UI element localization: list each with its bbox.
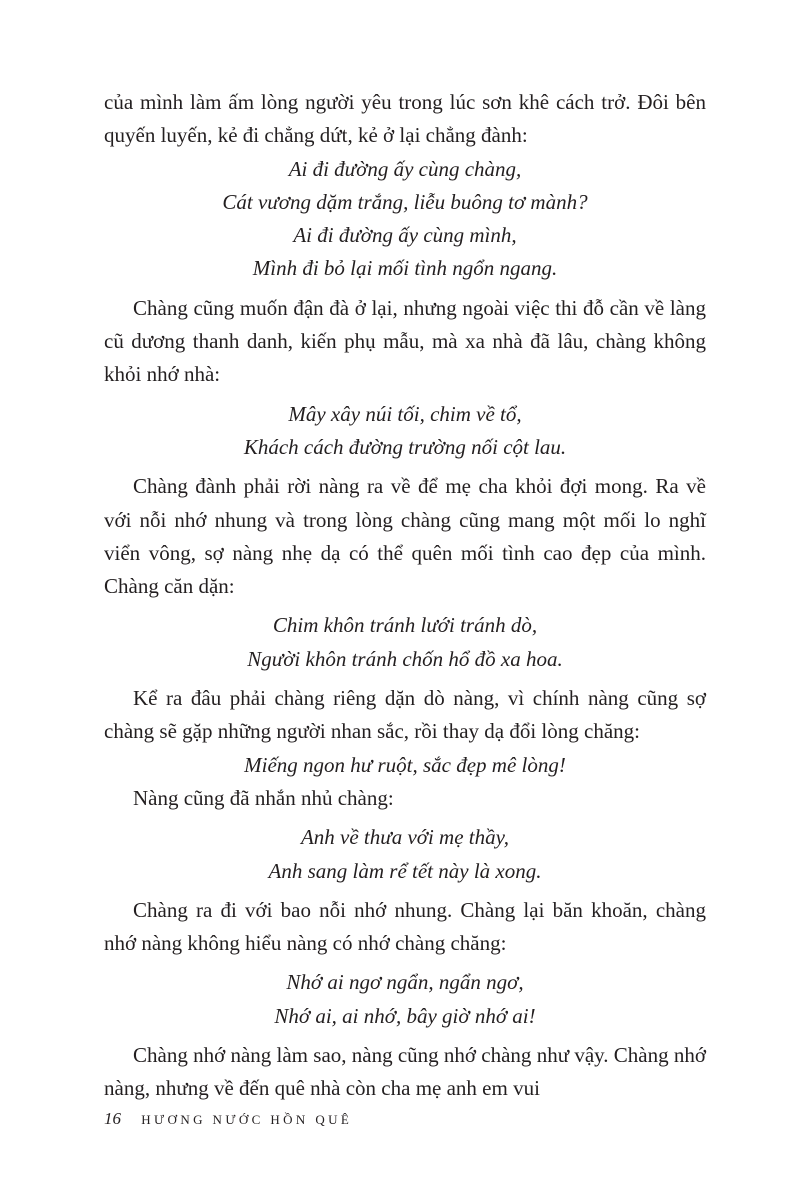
verse-block [104,153,706,286]
verse-line: Khách cách đường trường nối cột lau. [243,434,567,459]
verse-line: Nhớ ai, ai nhớ, bây giờ nhớ ai! [274,1003,536,1028]
page-number: 16 [104,1109,121,1128]
paragraph: của mình làm ấm lòng người yêu trong lúc sơn khê cách trở. Đôi bên quyến luyến, kẻ đi chẳng dứt, kẻ ở lại chẳng đành: [104,90,706,148]
verse-line: Anh về thưa với mẹ thầy, [300,825,510,850]
verse-block [104,609,706,676]
paragraph: Chàng ra đi với bao nỗi nhớ nhung. Chàng lại băn khoăn, chàng nhớ nàng không hiểu nàng có nhớ chàng chăng: [104,897,706,956]
verse-line: Miếng ngon hư ruột, sắc đẹp mê lòng! [244,752,566,777]
verse-block [104,398,706,465]
verse-line: Nhớ ai ngơ ngẩn, ngẩn ngơ, [286,970,524,995]
verse-line: Chim khôn tránh lưới tránh dò, [272,613,538,638]
body-text [104,86,706,1106]
verse-line: Mình đi bỏ lại mối tình ngổn ngang. [252,256,558,281]
verse-block [104,821,706,888]
paragraph: Chàng đành phải rời nàng ra về để mẹ cha khỏi đợi mong. Ra về với nỗi nhớ nhung và trong lòng chàng cũng mang một mối lo nghĩ viển vông, sợ nàng nhẹ dạ có thể quên mối tình cao đẹp của mình. Chàng căn dặn: [104,474,706,599]
running-title: HƯƠNG NƯỚC HỒN QUÊ [141,1112,353,1127]
paragraph: Nàng cũng đã nhắn nhủ chàng: [133,785,394,810]
verse-line: Mây xây núi tối, chim về tổ, [288,401,522,426]
page-footer [104,1109,352,1129]
verse-line: Anh sang làm rể tết này là xong. [268,858,542,883]
verse-line: Ai đi đường ấy cùng mình, [293,223,517,248]
verse-line: Cát vương dặm trắng, liễu buông tơ mành? [222,189,588,214]
verse-block [104,966,706,1033]
paragraph: Chàng nhớ nàng làm sao, nàng cũng nhớ chàng như vậy. Chàng nhớ nàng, nhưng về đến quê nhà còn cha mẹ anh em vui [104,1043,706,1101]
paragraph: Kể ra đâu phải chàng riêng dặn dò nàng, vì chính nàng cũng sợ chàng sẽ gặp những người nhan sắc, rồi thay dạ đổi lòng chăng: [104,686,706,744]
paragraph: Chàng cũng muốn đận đà ở lại, nhưng ngoài việc thi đỗ cần về làng cũ dương thanh danh, kiến phụ mẫu, mà xa nhà đã lâu, chàng không khỏi nhớ nhà: [104,295,706,387]
verse-block [104,749,706,782]
verse-line: Người khôn tránh chốn hổ đồ xa hoa. [247,646,563,671]
verse-line: Ai đi đường ấy cùng chàng, [288,156,522,181]
